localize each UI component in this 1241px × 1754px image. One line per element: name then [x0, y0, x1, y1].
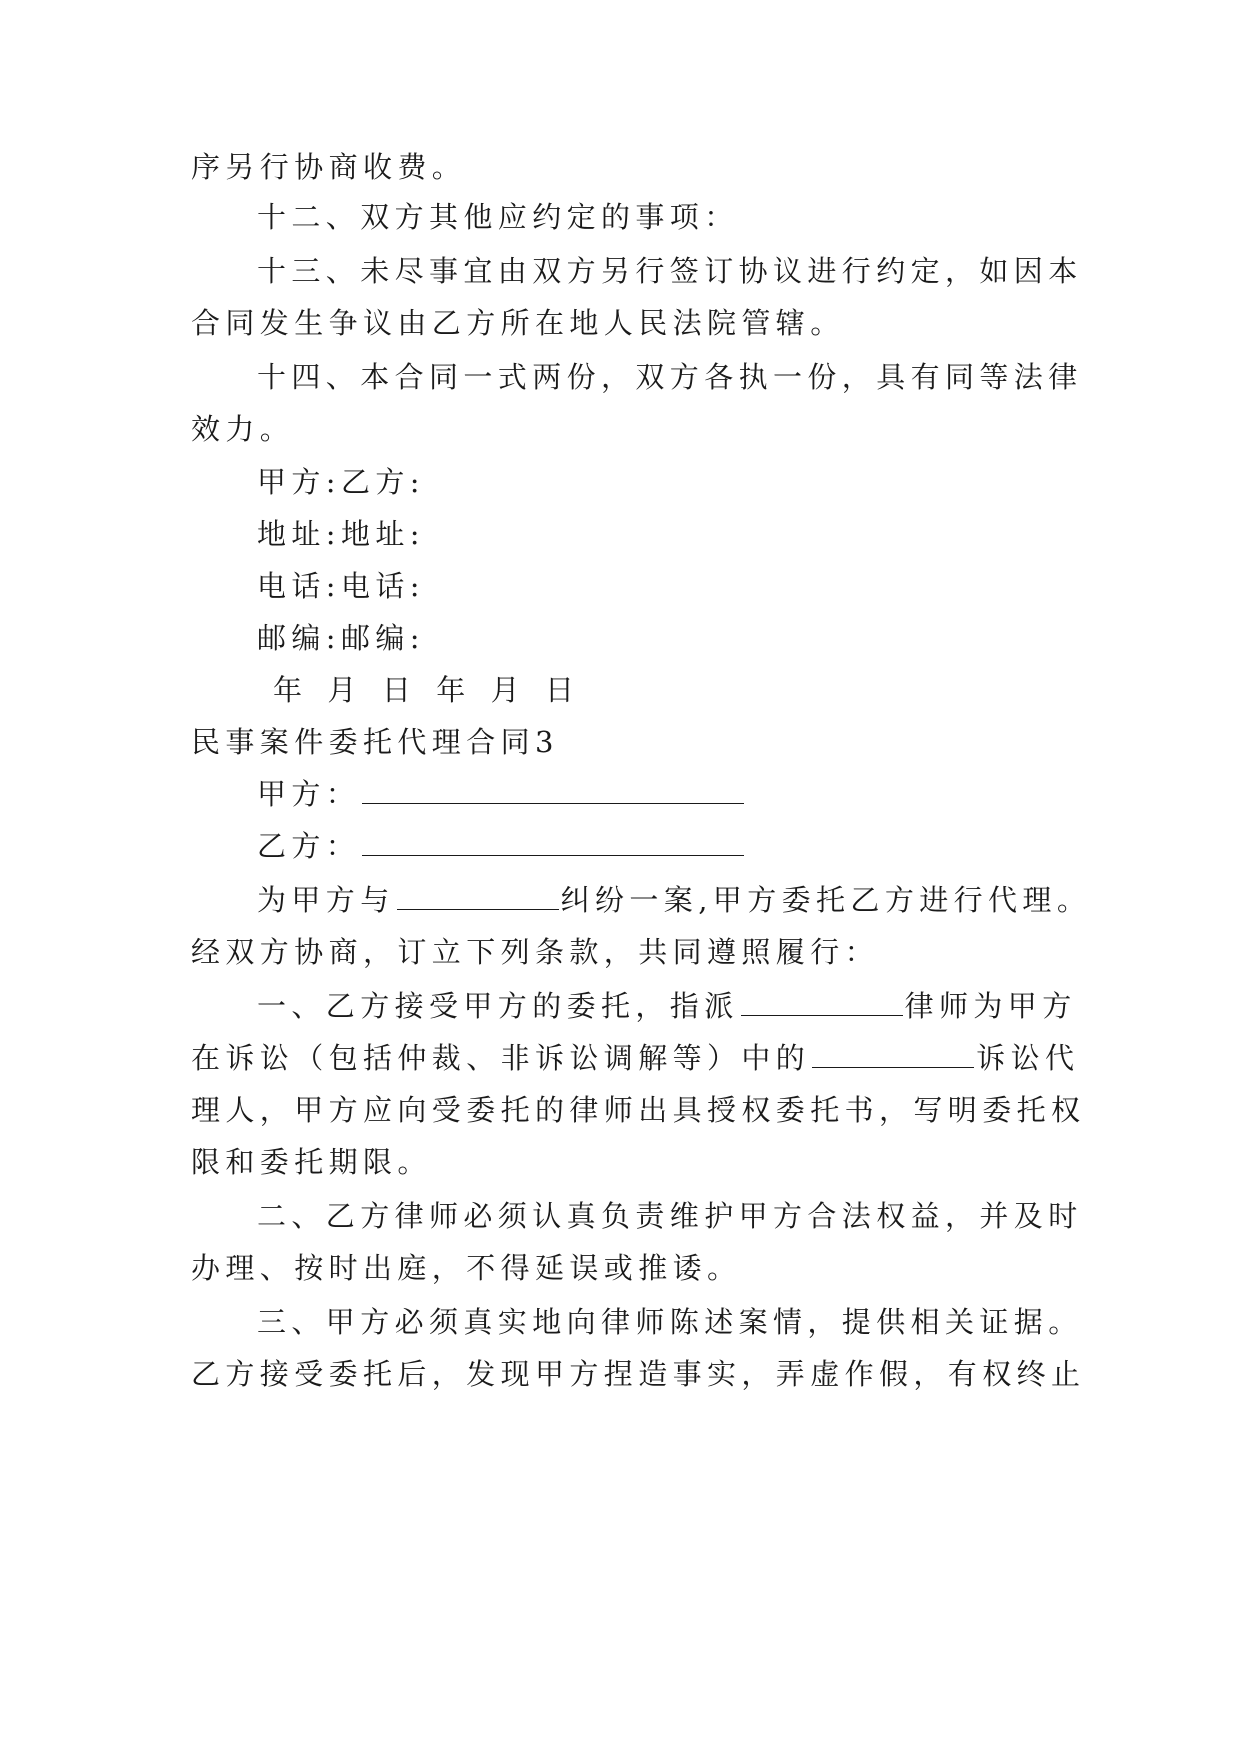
signature-party-line: 甲方:乙方: — [257, 465, 425, 499]
paragraph-line: 限和委托期限。 — [191, 1145, 432, 1179]
date-month: 月 — [490, 673, 526, 707]
date-line — [273, 670, 599, 710]
party-a-label: 甲方： — [257, 777, 361, 811]
text-fragment: 在诉讼（包括仲裁、非诉讼调解等）中的 — [191, 1041, 811, 1075]
intro-line — [257, 880, 1091, 920]
paragraph-line: 经双方协商，订立下列条款，共同遵照履行： — [191, 935, 880, 969]
text-fragment: 纠纷一案,甲方委托乙方进行代理。 — [560, 883, 1092, 917]
text-fragment: 一、乙方接受甲方的委托，指派 — [257, 989, 739, 1023]
text-fragment: 律师为甲方 — [904, 989, 1077, 1023]
paragraph-line: 合同发生争议由乙方所在地人民法院管辖。 — [191, 306, 845, 340]
clause-1 — [257, 986, 1077, 1026]
paragraph-line: 乙方接受委托后，发现甲方捏造事实，弄虚作假，有权终止 — [191, 1357, 1086, 1391]
clause-12: 十二、双方其他应约定的事项： — [257, 200, 739, 234]
paragraph-line: 效力。 — [191, 412, 295, 446]
fill-blank — [397, 881, 559, 910]
text-fragment: 诉讼代 — [976, 1041, 1080, 1075]
clause-2: 二、乙方律师必须认真负责维护甲方合法权益，并及时 — [257, 1199, 1083, 1233]
signature-phone-line: 电话:电话: — [257, 569, 425, 603]
party-b-label: 乙方： — [257, 829, 361, 863]
party-b-line — [257, 826, 746, 866]
text-fragment: 为甲方与 — [257, 883, 395, 917]
fill-blank — [362, 775, 744, 804]
clause-13: 十三、未尽事宜由双方另行签订协议进行约定，如因本 — [257, 254, 1083, 288]
date-year: 年 — [273, 673, 308, 707]
clause-14: 十四、本合同一式两份，双方各执一份，具有同等法律 — [257, 360, 1083, 394]
date-day: 日 — [545, 673, 580, 707]
signature-postcode-line: 邮编:邮编: — [257, 621, 425, 655]
paragraph-line: 办理、按时出庭，不得延误或推诿。 — [191, 1251, 742, 1285]
paragraph-line: 序另行协商收费。 — [191, 150, 467, 184]
fill-blank — [362, 827, 744, 856]
date-year: 年 — [436, 673, 471, 707]
clause-3: 三、甲方必须真实地向律师陈述案情，提供相关证据。 — [257, 1305, 1083, 1339]
date-month: 月 — [327, 673, 362, 707]
signature-address-line: 地址:地址: — [257, 517, 425, 551]
fill-blank — [741, 987, 903, 1016]
section-title: 民事案件委托代理合同3 — [191, 725, 559, 759]
fill-blank — [812, 1039, 974, 1068]
party-a-line — [257, 774, 746, 814]
date-day: 日 — [381, 673, 417, 707]
paragraph-line: 理人，甲方应向受委托的律师出具授权委托书，写明委托权 — [191, 1093, 1086, 1127]
paragraph-line — [191, 1038, 1079, 1078]
